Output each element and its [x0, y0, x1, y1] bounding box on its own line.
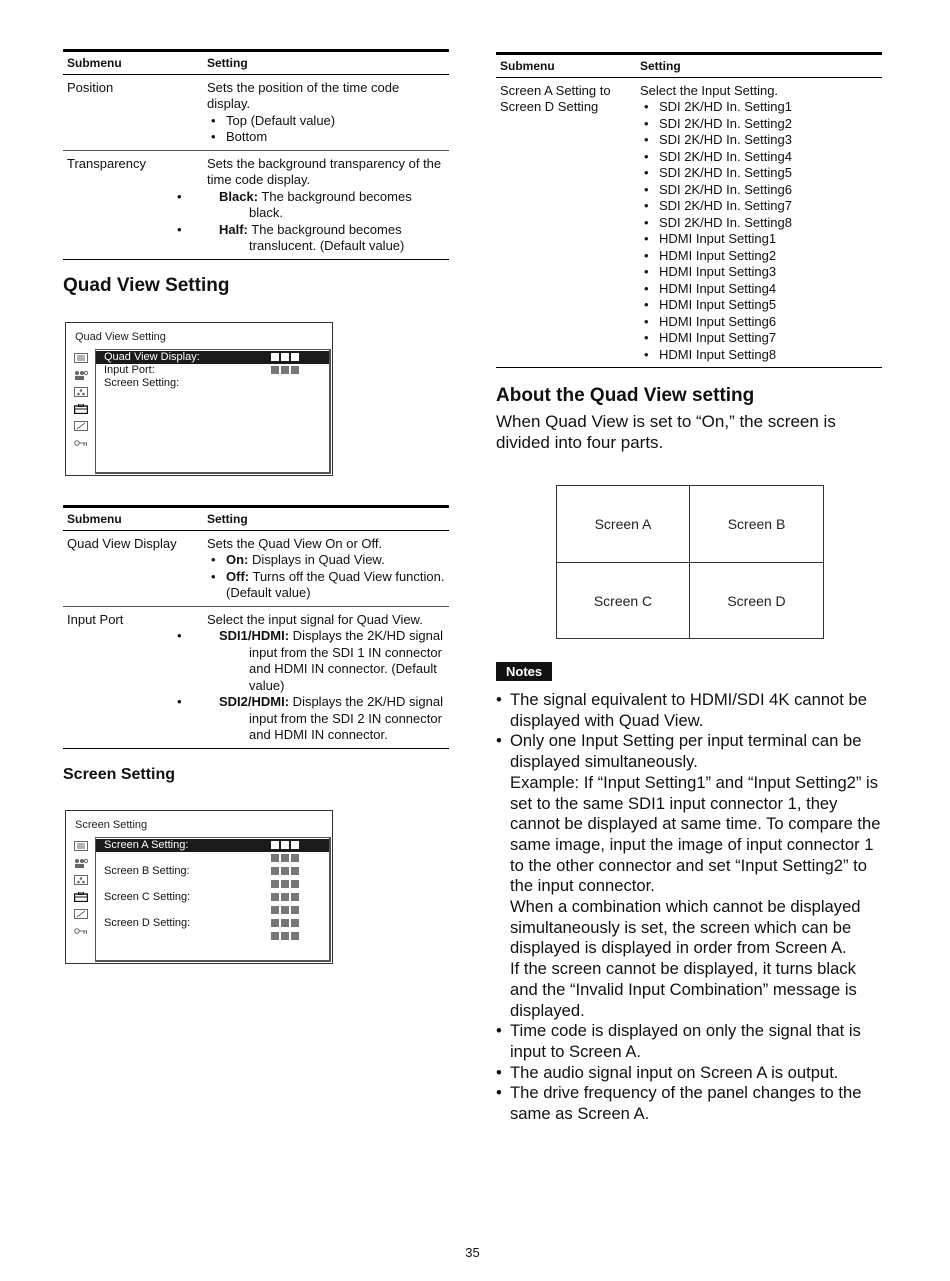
table-row	[496, 77, 882, 368]
list-item: • SDI 2K/HD In. Setting1	[640, 99, 878, 116]
screen-setting-heading: Screen Setting	[63, 766, 176, 783]
list-item	[496, 690, 886, 731]
option-text: The background becomes translucent. (Default value)	[247, 221, 405, 253]
menu-row-label: Screen A Setting:	[104, 839, 189, 851]
quad-screen-diagram	[556, 485, 824, 639]
table-row	[63, 150, 449, 259]
setting-desc	[203, 606, 449, 748]
option-list	[207, 552, 445, 602]
list-item: • HDMI Input Setting3	[640, 264, 878, 281]
setting-desc	[203, 530, 449, 606]
list-item: • Bottom	[207, 129, 445, 146]
screen-setting-menu-screenshot	[65, 810, 333, 964]
list-item	[207, 628, 445, 694]
screen-settings-table	[496, 52, 882, 368]
list-item	[496, 1063, 886, 1084]
value-placeholder	[271, 867, 299, 875]
option-list	[640, 99, 878, 363]
list-item	[207, 552, 445, 569]
list-item: • HDMI Input Setting1	[640, 231, 878, 248]
submenu-name: Transparency	[63, 150, 203, 259]
value-placeholder	[271, 932, 299, 940]
list-item: • HDMI Input Setting6	[640, 314, 878, 331]
option-text: Displays the 2K/HD signal input from the SDI 2 IN connector and HDMI IN connector.	[249, 694, 443, 742]
value-placeholder	[271, 880, 299, 888]
menu-row-label: Screen Setting:	[104, 377, 180, 389]
note-text: • Time code is displayed on only the signal that is input to Screen A.	[510, 1021, 861, 1061]
header-submenu: Submenu	[496, 54, 636, 78]
list-item	[496, 1083, 886, 1124]
setting-desc	[203, 74, 449, 150]
note-text: • The audio signal input on Screen A is output.	[510, 1062, 839, 1082]
menu-row-label: Screen D Setting:	[104, 917, 191, 929]
note-text: When a combination which cannot be displayed simultaneously is set, the screen which can be displayed is displayed in order from Screen A.	[510, 897, 861, 958]
option-text: Displays the 2K/HD signal input from the SDI 1 IN connector and HDMI IN connector. (Default value)	[249, 628, 443, 693]
note-text: • Only one Input Setting per input terminal can be displayed simultaneously.	[510, 731, 862, 772]
submenu-name: Screen A Setting to Screen D Setting	[496, 77, 636, 368]
submenu-name: Quad View Display	[63, 530, 203, 606]
option-text: The background becomes black.	[249, 188, 412, 220]
menu-row-screen-d[interactable]	[96, 917, 329, 930]
key-icon	[74, 438, 88, 448]
menu-row-screen-a[interactable]	[96, 839, 329, 852]
menu-pane	[95, 349, 331, 474]
note-text: If the screen cannot be displayed, it turns black and the “Invalid Input Combination” message is displayed.	[510, 959, 857, 1020]
list-item	[207, 222, 445, 255]
quad-view-menu-screenshot	[65, 322, 333, 476]
arrow-icon	[74, 421, 88, 431]
list-item: • SDI 2K/HD In. Setting2	[640, 116, 878, 133]
value-placeholder	[271, 906, 299, 914]
menu-row-label: Quad View Display:	[104, 351, 200, 363]
header-setting: Setting	[203, 51, 449, 75]
list-item: • HDMI Input Setting2	[640, 248, 878, 265]
list-item: • SDI 2K/HD In. Setting6	[640, 182, 878, 199]
list-item: • HDMI Input Setting8	[640, 347, 878, 364]
page-number: 35	[465, 1245, 480, 1260]
value-placeholder	[271, 841, 299, 849]
toolbox-icon	[74, 892, 88, 902]
list-item: • HDMI Input Setting5	[640, 297, 878, 314]
option-text: Turns off the Quad View function. (Default value)	[226, 568, 445, 600]
header-submenu: Submenu	[63, 51, 203, 75]
people-icon	[74, 370, 88, 380]
table-row	[63, 530, 449, 606]
people-icon	[74, 858, 88, 868]
option-label: Black:	[219, 188, 259, 204]
option-list	[207, 628, 445, 744]
setting-text: Sets the background transparency of the time code display.	[207, 155, 442, 187]
note-text: • The signal equivalent to HDMI/SDI 4K cannot be displayed with Quad View.	[510, 690, 867, 730]
screen-d-cell: Screen D	[727, 592, 786, 609]
option-label: SDI1/HDMI:	[219, 628, 290, 643]
option-label: Half:	[219, 221, 248, 237]
list-item	[496, 1021, 886, 1062]
list-item: • Top (Default value)	[207, 113, 445, 130]
setting-text: Sets the position of the time code display.	[207, 79, 400, 111]
value-placeholder	[271, 353, 299, 361]
option-list	[207, 189, 445, 255]
list-item: • HDMI Input Setting7	[640, 330, 878, 347]
setting-text: Sets the Quad View On or Off.	[207, 535, 383, 551]
list-item: • SDI 2K/HD In. Setting4	[640, 149, 878, 166]
menu-row-label: Screen C Setting:	[104, 891, 191, 903]
option-label: Off:	[226, 568, 250, 584]
menu-row-screen-c[interactable]	[96, 891, 329, 904]
list-item: • SDI 2K/HD In. Setting5	[640, 165, 878, 182]
option-text: Displays in Quad View.	[248, 552, 385, 567]
list-item	[207, 569, 445, 602]
value-placeholder	[271, 854, 299, 862]
note-text: Example: If “Input Setting1” and “Input Setting2” is set to the same SDI1 input connector 1, they cannot be displayed at same time. To compare the same image, input the image of input connector 1 to the other connector and set “Input Setting2” to the input connector.	[510, 772, 881, 896]
menu-row-label: Input Port:	[104, 364, 155, 376]
value-placeholder	[271, 919, 299, 927]
note-text: • The drive frequency of the panel changes to the same as Screen A.	[510, 1083, 862, 1124]
list-item: • SDI 2K/HD In. Setting7	[640, 198, 878, 215]
header-setting: Setting	[203, 507, 449, 531]
screen-a-cell: Screen A	[557, 486, 690, 563]
value-placeholder	[271, 893, 299, 901]
list-item	[496, 731, 886, 1021]
submenu-name: Position	[63, 74, 203, 150]
screen-b-cell: Screen B	[690, 486, 823, 563]
menu-row-quad-view-display[interactable]	[96, 351, 329, 364]
network-icon	[74, 387, 88, 397]
notes-label: Notes	[496, 662, 552, 681]
setting-text: Select the input signal for Quad View.	[207, 611, 423, 627]
option-label: SDI2/HDMI:	[219, 694, 290, 709]
quad-view-heading: Quad View Setting	[63, 275, 230, 296]
menu-row-input-port[interactable]	[96, 364, 329, 377]
option-label: On:	[226, 552, 249, 567]
quad-view-settings-table	[63, 505, 449, 749]
about-heading: About the Quad View setting	[496, 385, 755, 406]
list-item	[207, 694, 445, 744]
notes-list	[496, 690, 886, 1125]
menu-row-screen-b[interactable]	[96, 865, 329, 878]
screen-c-cell: Screen C	[557, 563, 690, 638]
value-placeholder	[271, 366, 299, 374]
list-icon	[74, 353, 88, 363]
submenu-name: Input Port	[63, 606, 203, 748]
toolbox-icon	[74, 404, 88, 414]
setting-text: Select the Input Setting.	[640, 82, 779, 98]
timecode-settings-table	[63, 49, 449, 260]
setting-desc	[203, 150, 449, 259]
key-icon	[74, 926, 88, 936]
menu-title: Quad View Setting	[75, 331, 166, 343]
table-row	[63, 606, 449, 748]
arrow-icon	[74, 909, 88, 919]
list-icon	[74, 841, 88, 851]
about-text: When Quad View is set to “On,” the screen is divided into four parts.	[496, 412, 836, 452]
menu-row-label: Screen B Setting:	[104, 865, 190, 877]
menu-title: Screen Setting	[75, 819, 148, 831]
list-item	[207, 189, 445, 222]
option-list	[207, 113, 445, 146]
header-setting: Setting	[636, 54, 882, 78]
list-item: • SDI 2K/HD In. Setting8	[640, 215, 878, 232]
list-item: • HDMI Input Setting4	[640, 281, 878, 298]
menu-row-screen-setting[interactable]	[96, 377, 329, 390]
list-item: • SDI 2K/HD In. Setting3	[640, 132, 878, 149]
setting-desc	[636, 77, 882, 368]
menu-pane	[95, 837, 331, 962]
table-row	[63, 74, 449, 150]
header-submenu: Submenu	[63, 507, 203, 531]
network-icon	[74, 875, 88, 885]
